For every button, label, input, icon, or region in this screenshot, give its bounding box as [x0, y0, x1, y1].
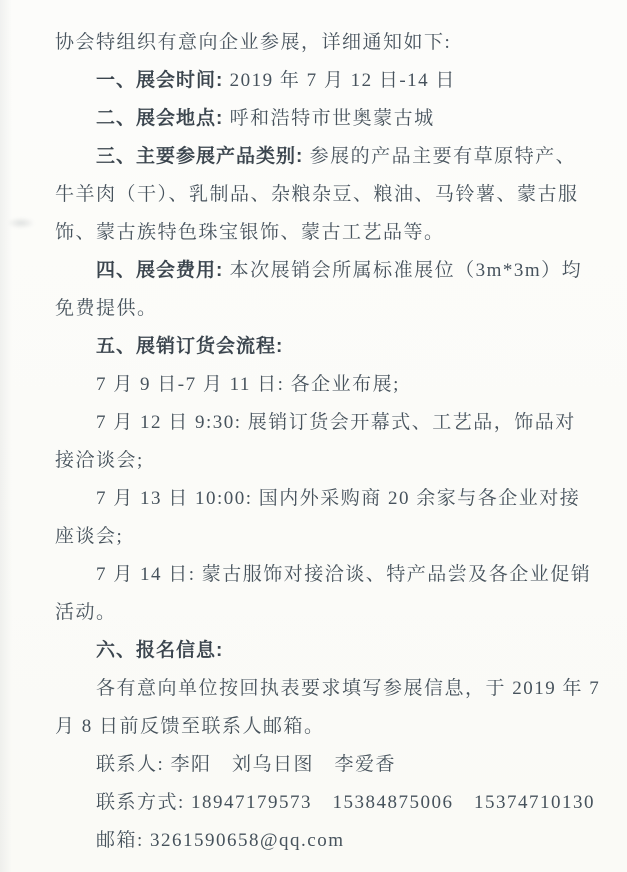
text-line: [55, 404, 591, 442]
body-text-segment: 参展的产品主要有草原特产、: [303, 146, 577, 167]
text-line: [55, 214, 591, 252]
body-text-segment: 联系人: 李阳 刘乌日图 李爱香: [96, 754, 397, 775]
body-text-segment: 7 月 14 日: 蒙古服饰对接洽谈、特产品尝及各企业促销: [96, 564, 592, 585]
text-line: [55, 100, 591, 138]
text-line: [55, 24, 591, 62]
body-text-segment: 7 月 12 日 9:30: 展销订货会开幕式、工艺品，饰品对: [96, 412, 576, 433]
text-line: [55, 822, 591, 860]
body-text-segment: 活动。: [55, 602, 117, 623]
body-text-segment: 2019 年 7 月 12 日-14 日: [223, 70, 456, 91]
text-line: [55, 708, 591, 746]
section-heading-segment: 二、展会地点:: [96, 108, 224, 129]
section-heading-segment: 三、主要参展产品类别:: [96, 146, 304, 167]
body-text-segment: 7 月 9 日-7 月 11 日: 各企业布展;: [96, 374, 400, 395]
body-text-segment: 协会特组织有意向企业参展，详细通知如下:: [55, 32, 452, 53]
text-line: [55, 176, 591, 214]
body-text-segment: 牛羊肉（干）、乳制品、杂粮杂豆、粮油、马铃薯、蒙古服: [55, 184, 579, 205]
scan-smudge: [7, 217, 35, 229]
text-line: [55, 746, 591, 784]
text-line: [55, 252, 591, 290]
text-line: [55, 366, 591, 404]
text-line: [55, 518, 591, 556]
text-line: [55, 290, 591, 328]
body-text-segment: 免费提供。: [55, 298, 158, 319]
text-line: [55, 442, 591, 480]
text-line: [55, 62, 591, 100]
section-heading-segment: 一、展会时间:: [96, 70, 224, 91]
document-body: [55, 24, 601, 860]
text-line: [55, 480, 591, 518]
body-text-segment: 联系方式: 18947179573 15384875006 15374710130: [96, 792, 596, 813]
text-line: [55, 632, 591, 670]
body-text-segment: 邮箱: 3261590658@qq.com: [96, 830, 345, 851]
text-line: [55, 328, 591, 366]
body-text-segment: 本次展销会所属标准展位（3m*3m）均: [223, 260, 583, 281]
body-text-segment: 7 月 13 日 10:00: 国内外采购商 20 余家与各企业对接: [96, 488, 581, 509]
text-line: [55, 594, 591, 632]
body-text-segment: 座谈会;: [55, 526, 124, 547]
text-line: [55, 784, 596, 822]
section-heading-segment: 四、展会费用:: [96, 260, 224, 281]
body-text-segment: 呼和浩特市世奥蒙古城: [223, 108, 435, 129]
body-text-segment: 月 8 日前反馈至联系人邮箱。: [55, 716, 325, 737]
body-text-segment: 饰、蒙古族特色珠宝银饰、蒙古工艺品等。: [55, 222, 445, 243]
text-line: [55, 556, 591, 594]
text-line: [55, 670, 601, 708]
body-text-segment: 接洽谈会;: [55, 450, 144, 471]
section-heading-segment: 五、展销订货会流程:: [96, 336, 284, 357]
scan-edge-shadow: [0, 0, 12, 872]
text-line: [55, 138, 591, 176]
body-text-segment: 各有意向单位按回执表要求填写参展信息，于 2019 年 7: [96, 678, 601, 699]
section-heading-segment: 六、报名信息:: [96, 640, 224, 661]
